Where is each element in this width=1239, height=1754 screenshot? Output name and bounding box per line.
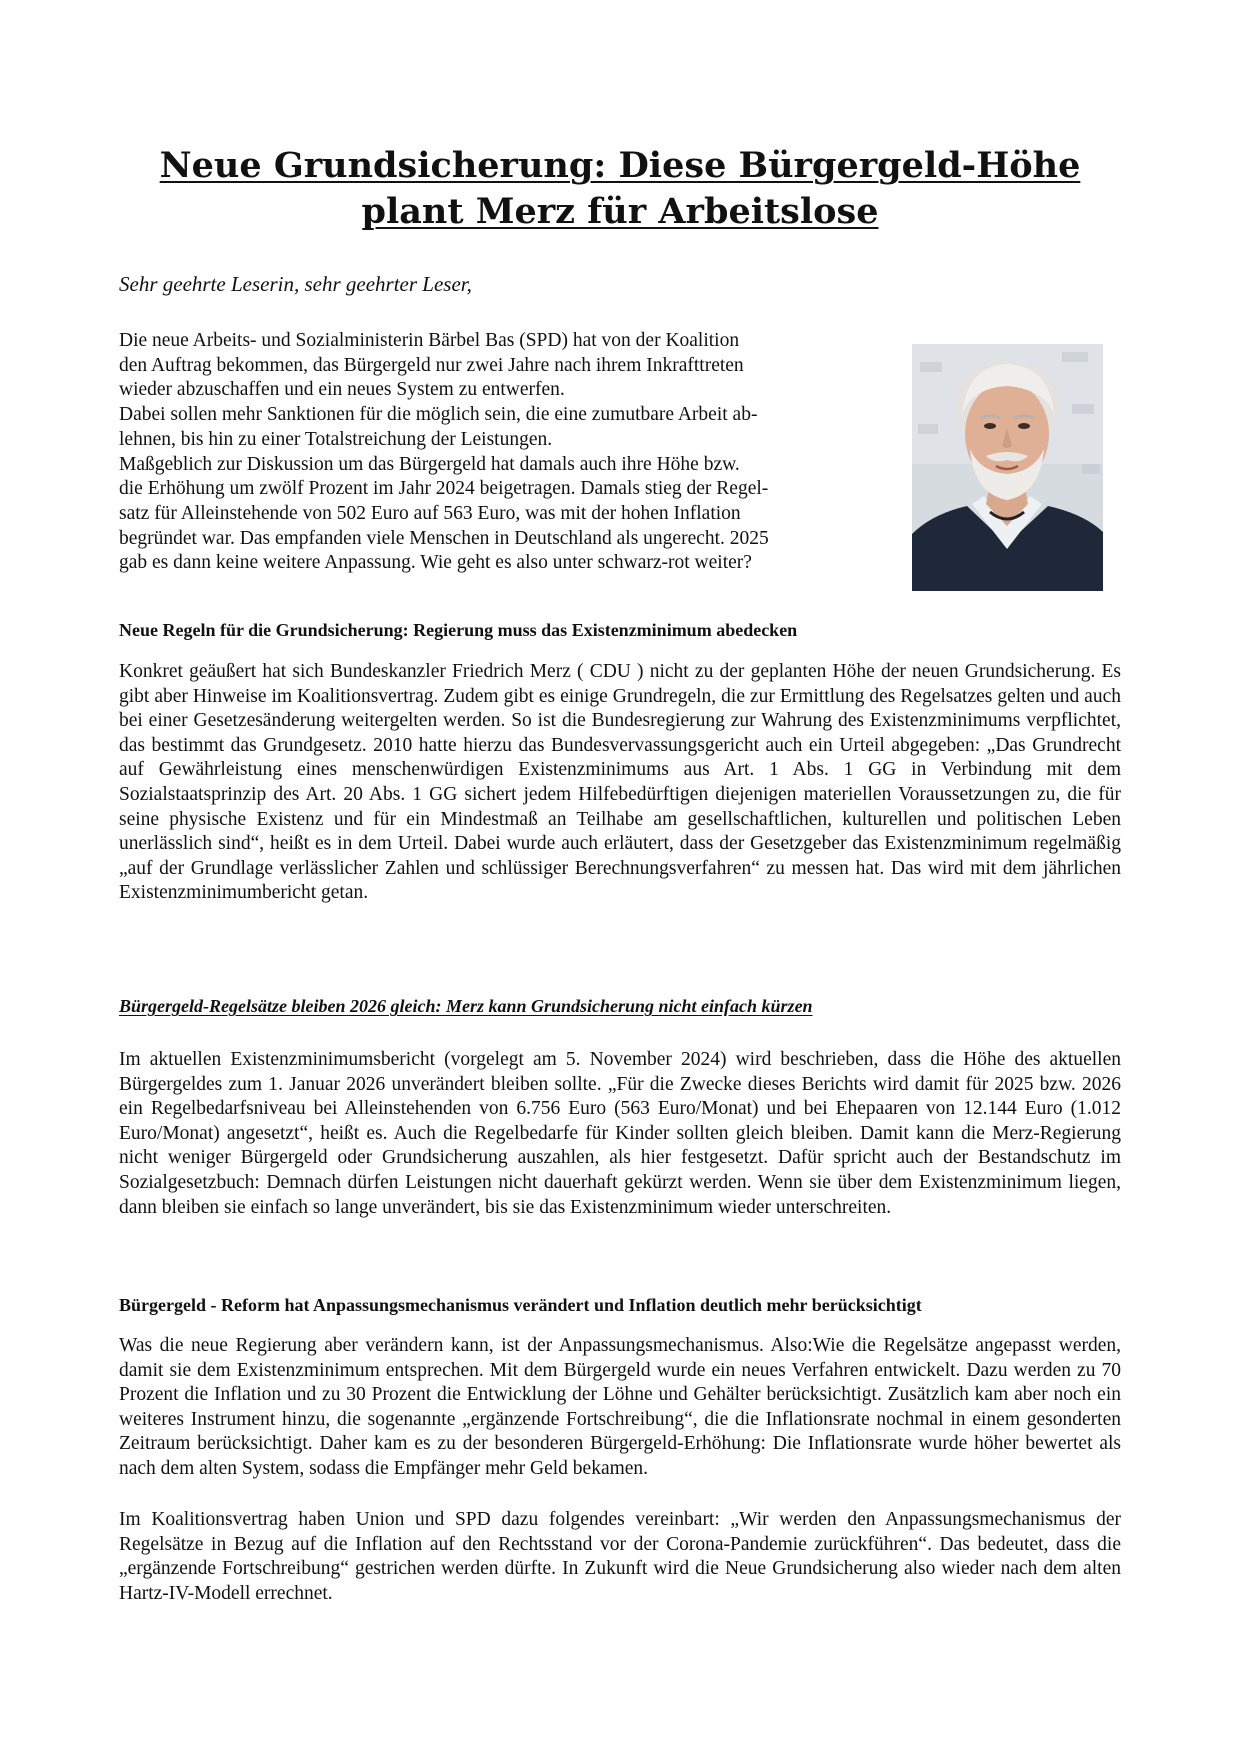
intro-line: den Auftrag bekommen, das Bürgergeld nur zwei Jahre nach ihrem Inkrafttreten	[119, 354, 744, 376]
intro-line: Maßgeblich zur Diskussion um das Bürgergeld hat damals auch ihre Höhe bzw.	[119, 453, 740, 475]
portrait-illustration	[912, 344, 1103, 591]
intro-line: satz für Alleinstehende von 502 Euro auf 563 Euro, was mit der hohen Inflation	[119, 502, 741, 524]
section-paragraph-koalitionsvertrag: Im Koalitionsvertrag haben Union und SPD dazu folgendes vereinbart: „Wir werden den Anpassungsmechanismus der Regelsätze in Bezug auf die Inflation auf den Rechtsstand vor der Corona-Pandemie zurückführen“. Das bedeutet, dass die „ergänzende Fortschreibung“ gestrichen werden dürfte. In Zukunft wird die Neue Grundsicherung also wieder nach dem alten Hartz-IV-Modell errechnet.	[119, 1509, 1121, 1604]
salutation: Sehr geehrte Leserin, sehr geehrter Leser,	[119, 272, 472, 296]
intro-line: wieder abzuschaffen und ein neues System zu entwerfen.	[119, 379, 565, 401]
intro-line: gab es dann keine weitere Anpassung. Wie geht es also unter schwarz-rot weiter?	[119, 552, 752, 574]
intro-line: lehnen, bis hin zu einer Totalstreichung der Leistungen.	[119, 428, 553, 450]
intro-line: begründet war. Das empfanden viele Menschen in Deutschland als ungerecht. 2025	[119, 527, 769, 549]
section-heading-regelsaetze: Bürgergeld-Regelsätze bleiben 2026 gleich: Merz kann Grundsicherung nicht einfach kürzen	[119, 996, 813, 1016]
portrait-photo	[912, 344, 1103, 591]
intro-line: Die neue Arbeits- und Sozialministerin Bärbel Bas (SPD) hat von der Koalition	[119, 330, 740, 351]
section-paragraph-existenzminimum: Konkret geäußert hat sich Bundeskanzler Friedrich Merz ( CDU ) nicht zu der geplanten Höhe der neuen Grundsicherung. Es gibt aber Hinweise im Koalitionsvertrag. Zudem gibt es einige Grundregeln, die zur Ermittlung des Regelsatzes gelten und auch bei einer Gesetzesänderung weitergelten werden. So ist die Bundesregierung zur Wahrung des Existenzminimums verpflichtet, das bestimmt das Grundgesetz. 2010 hatte hierzu das Bundesvervassungsgericht auch ein Urteil abgegeben: „Das Grundrecht auf Gewährleistung eines menschenwürdigen Existenzminimums aus Art. 1 Abs. 1 GG in Verbindung mit dem Sozialstaatsprinzip des Art. 20 Abs. 1 GG sichert jedem Hilfebedürftigen diejenigen materiellen Voraussetzungen zu, die für seine physische Existenz und für ein Mindestmaß an Teilhabe am gesellschaftlichen, kulturellen und politischen Leben unerlässlich sind“, heißt es in dem Urteil. Dabei wurde auch erläutert, dass der Gesetzgeber das Existenzminimum regelmäßig „auf der Grundlage verlässlicher Zahlen und schlüssiger Berechnungsverfahren“ zu messen hat. Das wird mit dem jährlichen Existenzminimumbericht getan.	[119, 661, 1121, 904]
section-heading-reform: Bürgergeld - Reform hat Anpassungsmechanismus verändert und Inflation deutlich mehr berücksichtigt	[119, 1295, 922, 1315]
article-title-line-1: Neue Grundsicherung: Diese Bürgergeld-Höhe	[159, 145, 1081, 186]
intro-line: Dabei sollen mehr Sanktionen für die möglich sein, die eine zumutbare Arbeit ab-	[119, 404, 758, 426]
intro-paragraph	[119, 329, 889, 576]
article-title-line-2: plant Merz für Arbeitslose	[361, 191, 879, 232]
article-title	[120, 143, 1120, 235]
section-paragraph-regelsaetze: Im aktuellen Existenzminimumsbericht (vorgelegt am 5. November 2024) wird beschrieben, dass die Höhe des aktuellen Bürgergeldes zum 1. Januar 2026 unverändert bleiben sollte. „Für die Zwecke dieses Berichts wird damit für 2025 bzw. 2026 ein Regelbedarfsniveau bei Alleinstehenden von 6.756 Euro (563 Euro/Monat) und bei Ehepaaren von 12.144 Euro (1.012 Euro/Monat) angesetzt“, heißt es. Auch die Regelbedarfe für Kinder sollten gleich bleiben. Damit kann die Merz-Regierung nicht weniger Bürgergeld oder Grundsicherung auszahlen, als hier festgesetzt. Dafür spricht auch der Bestandschutz im Sozialgesetzbuch: Demnach dürfen Leistungen nicht dauerhaft gekürzt werden. Wenn sie über dem Existenzminimum liegen, dann bleiben sie einfach so lange unverändert, bis sie das Existenzminimum wieder unterschreiten.	[119, 1049, 1121, 1218]
intro-line: die Erhöhung um zwölf Prozent im Jahr 2024 beigetragen. Damals stieg der Regel-	[119, 478, 769, 500]
section-heading-grundsicherung: Neue Regeln für die Grundsicherung: Regierung muss das Existenzminimum abedecken	[119, 620, 798, 640]
section-paragraph-anpassung: Was die neue Regierung aber verändern kann, ist der Anpassungsmechanismus. Also:Wie die Regelsätze angepasst werden, damit sie dem Existenzminimum entsprechen. Mit dem Bürgergeld wurde ein neues Verfahren entwickelt. Dazu werden zu 70 Prozent die Inflation und zu 30 Prozent die Entwicklung der Löhne und Gehälter berücksichtigt. Zusätzlich kam aber noch ein weiteres Instrument hinzu, die sogenannte „ergänzende Fortschreibung“, die die Inflationsrate nochmal in einem gesonderten Zeitraum berücksichtigt. Daher kam es zu der besonderen Bürgergeld-Erhöhung: Die Inflationsrate wurde höher bewertet als nach dem alten System, sodass die Empfänger mehr Geld bekamen.	[119, 1335, 1121, 1479]
